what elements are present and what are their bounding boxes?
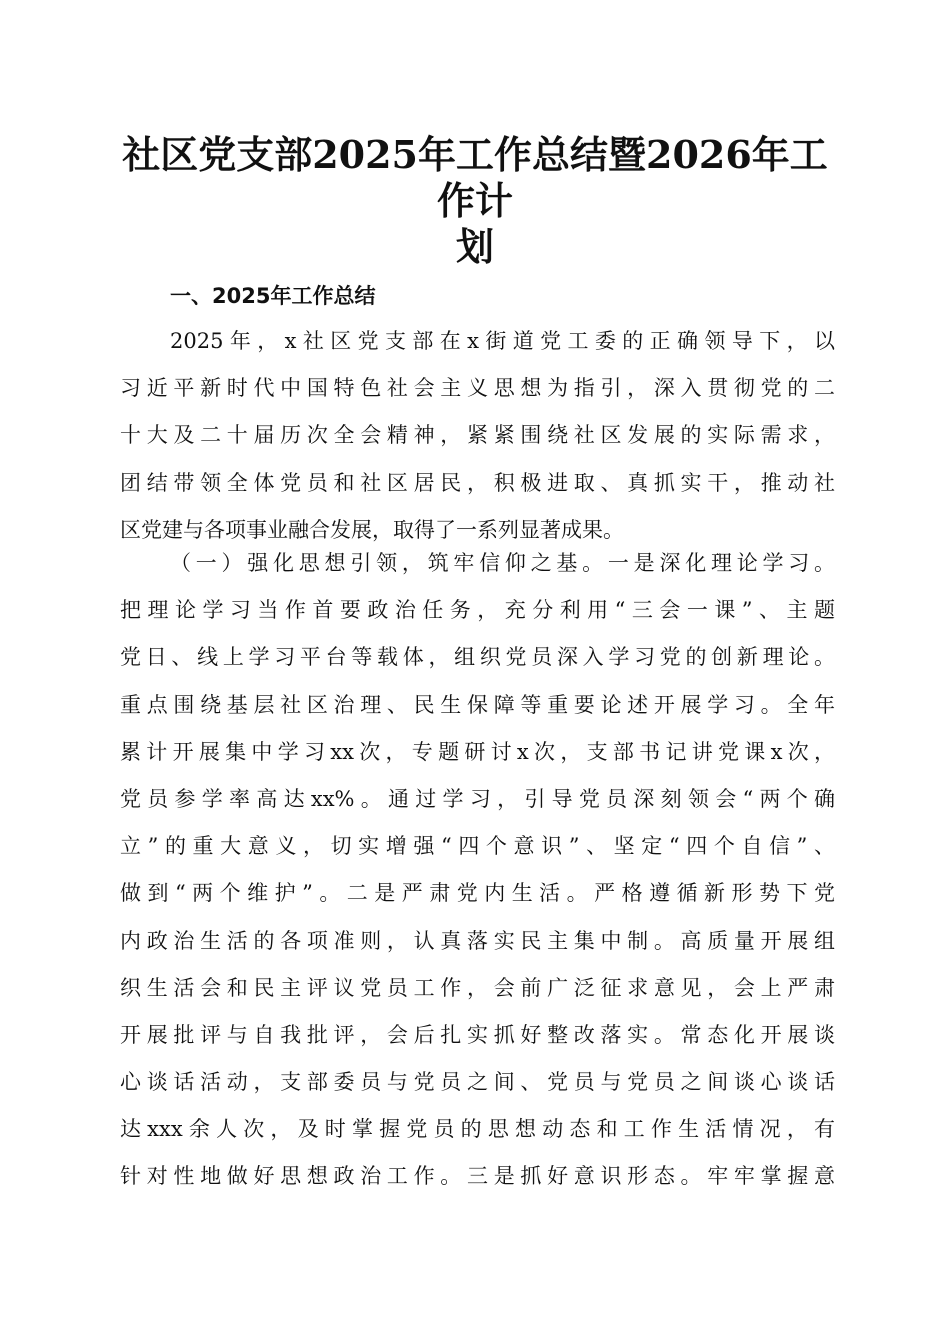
text-line: 团结带领全体党员和社区居民，积极进取、真抓实干，推动社 bbox=[120, 470, 835, 495]
text-line: 达xxx余人次，及时掌握党员的思想动态和工作生活情况，有 bbox=[120, 1117, 835, 1142]
text-line: 区党建与各项事业融合发展，取得了一系列显著成果。 bbox=[120, 517, 624, 542]
text-line: 开展批评与自我批评，会后扎实抓好整改落实。常态化开展谈 bbox=[120, 1022, 835, 1047]
text-line: 立”的重大意义，切实增强“四个意识”、坚定“四个自信”、 bbox=[120, 834, 835, 859]
text-line: 织生活会和民主评议党员工作，会前广泛征求意见，会上严肃 bbox=[120, 975, 835, 1000]
text-line: 2025年，x社区党支部在x街道党工委的正确领导下，以 bbox=[170, 329, 835, 353]
text-line: 做到“两个维护”。二是严肃党内生活。严格遵循新形势下党 bbox=[120, 881, 835, 906]
text-line: 针对性地做好思想政治工作。三是抓好意识形态。牢牢掌握意 bbox=[120, 1164, 835, 1189]
text-line: 党日、线上学习平台等载体，组织党员深入学习党的创新理论。 bbox=[120, 645, 835, 670]
document-title bbox=[110, 132, 840, 270]
paragraph-ideological-guidance bbox=[120, 540, 835, 1201]
title-line-1: 社区党支部2025年工作总结暨2026年工作计 bbox=[122, 132, 828, 223]
text-line: （一）强化思想引领，筑牢信仰之基。一是深化理论学习。 bbox=[170, 551, 835, 575]
text-line: 内政治生活的各项准则，认真落实民主集中制。高质量开展组 bbox=[120, 928, 835, 953]
paragraph-intro bbox=[120, 318, 835, 554]
title-line-2: 划 bbox=[455, 224, 494, 269]
text-line: 心谈话活动，支部委员与党员之间、党员与党员之间谈心谈话 bbox=[120, 1070, 835, 1095]
text-line: 十大及二十届历次全会精神，紧紧围绕社区发展的实际需求， bbox=[120, 423, 835, 448]
text-line: 把理论学习当作首要政治任务，充分利用“三会一课”、主题 bbox=[120, 598, 835, 623]
section-heading: 一、2025年工作总结 bbox=[170, 284, 376, 308]
text-line: 习近平新时代中国特色社会主义思想为指引，深入贯彻党的二 bbox=[120, 376, 835, 401]
text-line: 重点围绕基层社区治理、民生保障等重要论述开展学习。全年 bbox=[120, 692, 835, 717]
text-line: 党员参学率高达xx%。通过学习，引导党员深刻领会“两个确 bbox=[120, 786, 835, 811]
text-line: 累计开展集中学习xx次，专题研讨x次，支部书记讲党课x次， bbox=[120, 739, 835, 764]
